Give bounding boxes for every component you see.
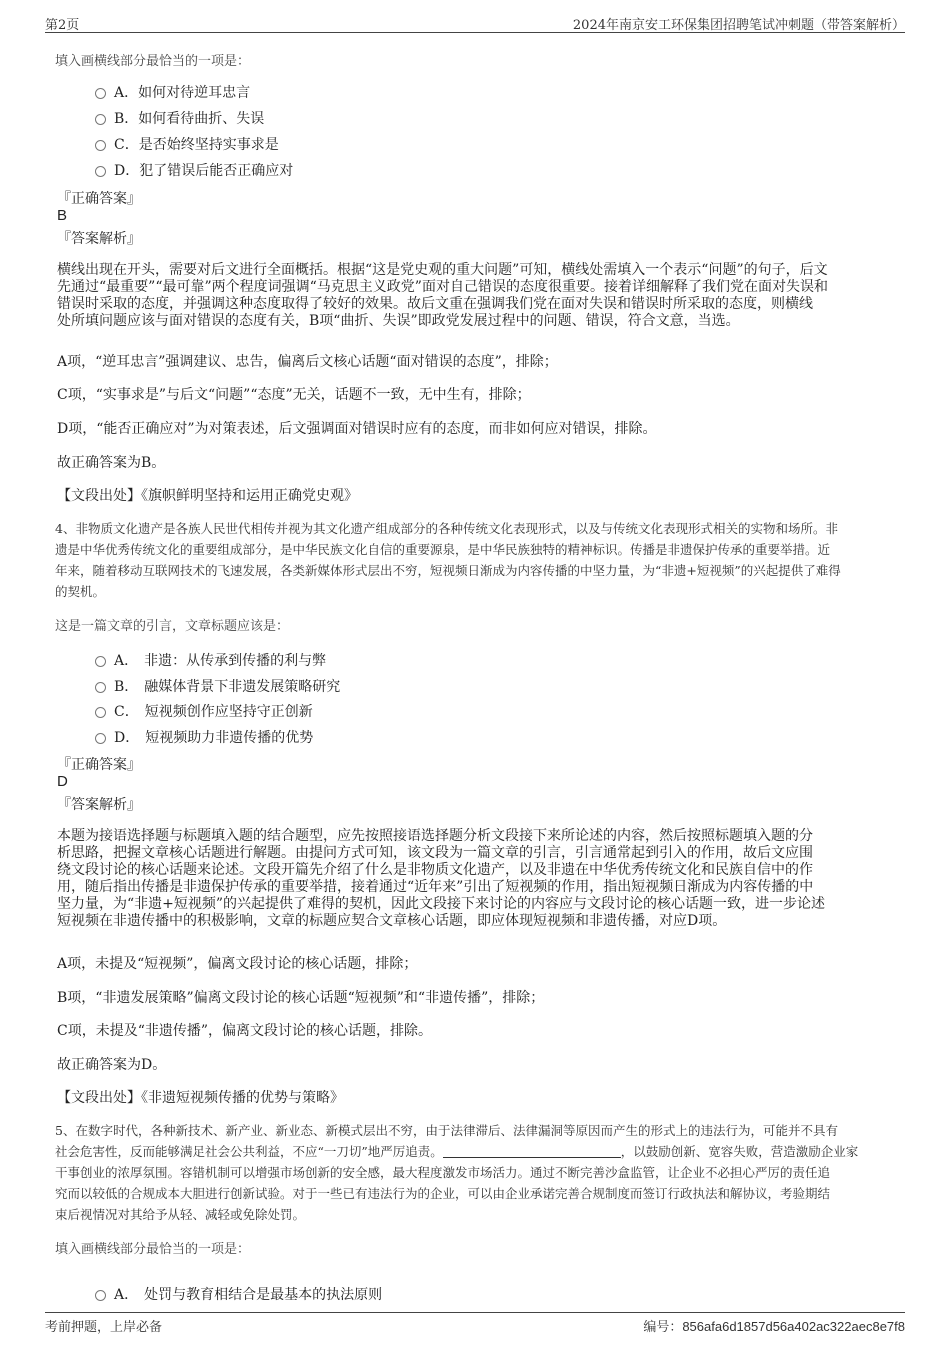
option-letter: C． (114, 137, 139, 153)
analysis-line: 处所填问题应该与面对错误的态度有关，B项“曲折、失误”即政党发展过程中的问题、错误，符合文意，当选。 (57, 313, 740, 329)
document-title: 2024年南京安工环保集团招聘笔试冲刺题（带答案解析） (572, 18, 905, 33)
radio-icon[interactable] (95, 88, 106, 99)
option-letter: D． (114, 730, 140, 746)
radio-icon[interactable] (95, 656, 106, 667)
analysis-line: 错误时采取的态度，并强调这种态度取得了较好的效果。故后文重在强调我们党在面对失误和错误时所采取的态度，则横线 (57, 296, 813, 312)
radio-icon[interactable] (95, 707, 106, 718)
answer-value: D (57, 773, 68, 790)
option-text: 非遗：从传承到传播的利与弊 (144, 653, 327, 669)
option-letter: A． (114, 85, 139, 101)
q3-d-explanation: D项，“能否正确应对”为对策表述，后文强调面对错误时应有的态度，而非如何应对错误，排除。 (57, 421, 657, 437)
analysis-line: 本题为接语选择题与标题填入题的结合题型，应先按照接语选择题分析文段接下来所论述的内容，然后按照标题填入题的分 (57, 828, 813, 844)
radio-icon[interactable] (95, 166, 106, 177)
option-text: 融媒体背景下非遗发展策略研究 (144, 679, 341, 695)
question-line: 的契机。 (55, 584, 106, 599)
answer-value: B (57, 207, 68, 224)
radio-icon[interactable] (95, 140, 106, 151)
analysis-line: 用，随后指出传播是非遗保护传承的重要举措，接着通过“近年来”引出了短视频的作用，指出短视频日渐成为内容传播的中 (57, 879, 814, 895)
code-value: 856afa6d1857d56a402ac322aec8e7f8 (682, 1319, 905, 1334)
q4-conclusion: 故正确答案为D。 (57, 1057, 167, 1073)
q3-analysis (57, 262, 895, 330)
analysis-line: 先通过“最重要”“最可靠”两个程度词强调“马克思主义政党”面对自己错误的态度很重要。接着详细解释了我们党在面对失误和 (57, 279, 828, 295)
option-text: 短视频创作应坚持守正创新 (144, 704, 313, 720)
q4-prompt: 这是一篇文章的引言，文章标题应该是： (55, 619, 290, 634)
analysis-line: 坚力量，为“非遗+短视频”的兴起提供了难得的契机，因此文段接下来讨论的内容应与文段讨论的核心话题一致，进一步论述 (57, 896, 826, 912)
question-line: 5、在数字时代，各种新技术、新产业、新业态、新模式层出不穷，由于法律滞后、法律漏洞等原因而产生的形式上的违法行为，可能并不具有 (55, 1123, 838, 1138)
question-line: 束后视情况对其给予从轻、减轻或免除处罚。 (55, 1207, 306, 1222)
q4-source: 【文段出处】《非遗短视频传播的优势与策略》 (57, 1090, 344, 1106)
q4-c-explanation: C项，未提及“非遗传播”，偏离文段讨论的核心话题，排除。 (57, 1023, 433, 1039)
option-letter: A． (114, 653, 139, 669)
page-header (45, 12, 905, 33)
option-text: 如何看待曲折、失误 (138, 111, 265, 127)
answer-label: 『正确答案』 (57, 757, 141, 773)
question-line (55, 1141, 897, 1162)
question-line: 4、非物质文化遗产是各族人民世代相传并视为其文化遗产组成部分的各种传统文化表现形式，以及与传统文化表现形式相关的实物和场所。非 (55, 521, 838, 536)
q4-a-explanation: A项，未提及“短视频”，偏离文段讨论的核心话题，排除； (57, 956, 418, 972)
q3-source: 【文段出处】《旗帜鲜明坚持和运用正确党史观》 (57, 488, 358, 504)
radio-icon[interactable] (95, 1290, 106, 1301)
option-letter: B． (114, 679, 139, 695)
option-text: 处罚与教育相结合是最基本的执法原则 (144, 1287, 383, 1303)
analysis-line: 横线出现在开头，需要对后文进行全面概括。根据“这是党史观的重大问题”可知，横线处需填入一个表示“问题”的句子，后文 (57, 262, 828, 278)
q3-conclusion: 故正确答案为B。 (57, 455, 166, 471)
analysis-line: 析思路，把握文章核心话题进行解题。由提问方式可知，该文段为一篇文章的引言，引言通常起到引入的作用，故后文应围 (57, 845, 813, 861)
page-number: 第2页 (45, 18, 80, 33)
analysis-label: 『答案解析』 (57, 231, 141, 247)
question-line: 究而以较低的合规成本大胆进行创新试验。对于一些已有违法行为的企业，可以由企业承诺完善合规制度而签订行政执法和解协议，考验期结 (55, 1186, 831, 1201)
radio-icon[interactable] (95, 682, 106, 693)
question-line: 年来，随着移动互联网技术的飞速发展，各类新媒体形式层出不穷，短视频日渐成为内容传播的中坚力量，为“非遗+短视频”的兴起提供了难得 (55, 563, 841, 578)
document-code (643, 1316, 905, 1335)
option-letter: B． (114, 111, 139, 127)
q5-prompt: 填入画横线部分最恰当的一项是： (55, 1242, 251, 1257)
radio-icon[interactable] (95, 733, 106, 744)
fill-blank (443, 1147, 621, 1158)
analysis-line: 绕文段讨论的核心话题来论述。文段开篇先介绍了什么是非物质文化遗产，以及非遗在中华优秀传统文化和民族自信中的作 (57, 862, 813, 878)
question-text: 社会危害性，反而能够满足社会公共利益，不应“一刀切”地严厉追责。 (55, 1144, 443, 1159)
option-letter: D． (114, 163, 140, 179)
answer-label: 『正确答案』 (57, 191, 141, 207)
option-text: 短视频助力非遗传播的优势 (145, 730, 314, 746)
analysis-label: 『答案解析』 (57, 797, 141, 813)
footer-slogan: 考前押题，上岸必备 (45, 1320, 163, 1335)
option-text: 如何对待逆耳忠言 (138, 85, 251, 101)
page-footer (45, 1312, 905, 1335)
q4-b-explanation: B项，“非遗发展策略”偏离文段讨论的核心话题“短视频”和“非遗传播”，排除； (57, 990, 545, 1006)
code-label: 编号： (643, 1319, 683, 1334)
question-line: 干事创业的浓厚氛围。容错机制可以增强市场创新的安全感，最大程度激发市场活力。通过不断完善沙盒监管，让企业不必担心严厉的责任追 (55, 1165, 831, 1180)
option-text: 是否始终坚持实事求是 (138, 137, 279, 153)
option-letter: A． (114, 1287, 139, 1303)
question-text: ，以鼓励创新、宽容失败，营造激励企业家 (620, 1144, 859, 1159)
question-line: 遗是中华优秀传统文化的重要组成部分，是中华民族文化自信的重要源泉，是中华民族独特的精神标识。传播是非遗保护传承的重要举措。近 (55, 542, 831, 557)
q5-question (55, 1120, 897, 1225)
option-text: 犯了错误后能否正确应对 (139, 163, 294, 179)
q3-a-explanation: A项，“逆耳忠言”强调建议、忠告，偏离后文核心话题“面对错误的态度”，排除； (57, 354, 558, 370)
q4-question (55, 518, 897, 602)
q3-prompt: 填入画横线部分最恰当的一项是： (55, 54, 251, 69)
q4-analysis (57, 828, 895, 930)
radio-icon[interactable] (95, 114, 106, 125)
option-letter: C． (114, 704, 139, 720)
analysis-line: 短视频在非遗传播中的积极影响，文章的标题应契合文章核心话题，即应体现短视频和非遗传播，对应D项。 (57, 913, 727, 929)
q3-c-explanation: C项，“实事求是”与后文“问题”“态度”无关，话题不一致，无中生有，排除； (57, 387, 531, 403)
